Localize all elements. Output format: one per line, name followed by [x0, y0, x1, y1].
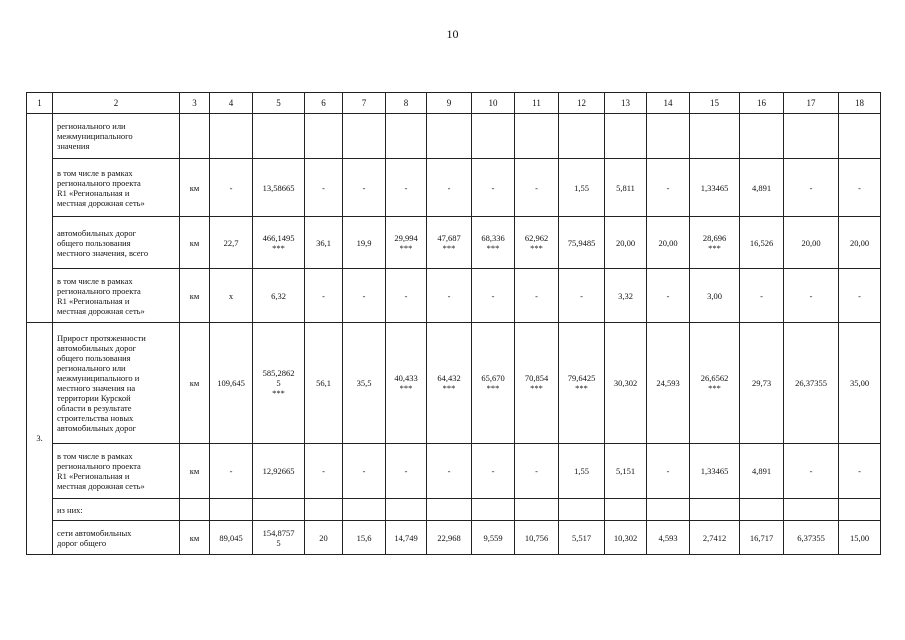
table-row	[27, 444, 881, 499]
value-cell: 20,00	[605, 217, 647, 269]
value-cell	[559, 499, 605, 521]
value-cell: -	[210, 159, 253, 217]
value-cell	[515, 114, 559, 159]
unit-cell: км	[180, 323, 210, 444]
table-row	[27, 323, 881, 444]
header-cell: 12	[559, 93, 605, 114]
value-cell: 28,696 ***	[690, 217, 740, 269]
indicator-name: сети автомобильных дорог общего	[53, 521, 180, 555]
value-cell	[343, 499, 386, 521]
value-cell: 30,302	[605, 323, 647, 444]
value-cell	[647, 499, 690, 521]
header-cell: 6	[305, 93, 343, 114]
value-cell: -	[427, 269, 472, 323]
value-cell	[740, 114, 784, 159]
header-cell: 7	[343, 93, 386, 114]
value-cell: -	[386, 269, 427, 323]
value-cell: 79,6425 ***	[559, 323, 605, 444]
value-cell: -	[343, 159, 386, 217]
header-cell: 1	[27, 93, 53, 114]
value-cell	[472, 114, 515, 159]
value-cell	[515, 499, 559, 521]
value-cell: 4,891	[740, 159, 784, 217]
value-cell	[253, 114, 305, 159]
value-cell	[605, 499, 647, 521]
value-cell: -	[305, 159, 343, 217]
value-cell: 35,5	[343, 323, 386, 444]
value-cell: -	[515, 159, 559, 217]
value-cell: -	[472, 269, 515, 323]
value-cell	[210, 114, 253, 159]
value-cell: 5,811	[605, 159, 647, 217]
value-cell: 16,526	[740, 217, 784, 269]
page-number: 10	[446, 27, 459, 41]
value-cell: 154,8757 5	[253, 521, 305, 555]
value-cell: 29,73	[740, 323, 784, 444]
value-cell: 20	[305, 521, 343, 555]
value-cell: -	[647, 269, 690, 323]
value-cell: 12,92665	[253, 444, 305, 499]
value-cell	[305, 499, 343, 521]
value-cell: -	[472, 444, 515, 499]
value-cell: -	[472, 159, 515, 217]
unit-cell: км	[180, 159, 210, 217]
value-cell: -	[386, 444, 427, 499]
value-cell	[839, 499, 881, 521]
value-cell: -	[386, 159, 427, 217]
value-cell: -	[343, 269, 386, 323]
value-cell	[210, 499, 253, 521]
unit-cell	[180, 114, 210, 159]
value-cell	[647, 114, 690, 159]
value-cell: -	[839, 269, 881, 323]
value-cell: 20,00	[839, 217, 881, 269]
value-cell: 47,687 ***	[427, 217, 472, 269]
indicator-name: автомобильных дорог общего пользования местного значения, всего	[53, 217, 180, 269]
value-cell: -	[305, 269, 343, 323]
value-cell	[784, 114, 839, 159]
value-cell: 15,00	[839, 521, 881, 555]
value-cell: -	[784, 444, 839, 499]
value-cell	[253, 499, 305, 521]
header-cell: 5	[253, 93, 305, 114]
table-row	[27, 499, 881, 521]
value-cell: -	[210, 444, 253, 499]
value-cell: 22,7	[210, 217, 253, 269]
indicator-name: в том числе в рамках регионального проекта R1 «Региональная и местная дорожная сеть»	[53, 159, 180, 217]
value-cell: 20,00	[647, 217, 690, 269]
value-cell: 585,2862 5 ***	[253, 323, 305, 444]
value-cell: -	[343, 444, 386, 499]
header-cell: 15	[690, 93, 740, 114]
value-cell: 26,6562 ***	[690, 323, 740, 444]
value-cell: 68,336 ***	[472, 217, 515, 269]
value-cell	[605, 114, 647, 159]
value-cell: 5,151	[605, 444, 647, 499]
value-cell: 14,749	[386, 521, 427, 555]
value-cell: 19,9	[343, 217, 386, 269]
header-cell: 13	[605, 93, 647, 114]
value-cell: 9,559	[472, 521, 515, 555]
table-row	[27, 217, 881, 269]
header-cell: 18	[839, 93, 881, 114]
value-cell: -	[647, 444, 690, 499]
value-cell: 22,968	[427, 521, 472, 555]
value-cell: 1,33465	[690, 444, 740, 499]
indicator-name: регионального или межмуниципального значения	[53, 114, 180, 159]
value-cell	[690, 114, 740, 159]
value-cell: -	[839, 159, 881, 217]
value-cell: -	[839, 444, 881, 499]
indicator-name: в том числе в рамках регионального проекта R1 «Региональная и местная дорожная сеть»	[53, 269, 180, 323]
value-cell	[305, 114, 343, 159]
value-cell: 10,302	[605, 521, 647, 555]
value-cell	[559, 114, 605, 159]
header-cell: 3	[180, 93, 210, 114]
header-cell: 9	[427, 93, 472, 114]
value-cell	[386, 114, 427, 159]
indicator-name: Прирост протяженности автомобильных дорог общего пользования регионального или межмуниципального и местного значения на территории Курской области в результате строительства новых автомобильных дорог	[53, 323, 180, 444]
value-cell: 1,55	[559, 444, 605, 499]
unit-cell: км	[180, 444, 210, 499]
header-cell: 2	[53, 93, 180, 114]
value-cell: 15,6	[343, 521, 386, 555]
table-row	[27, 521, 881, 555]
header-cell: 4	[210, 93, 253, 114]
header-cell: 10	[472, 93, 515, 114]
value-cell	[386, 499, 427, 521]
unit-cell	[180, 499, 210, 521]
value-cell	[690, 499, 740, 521]
value-cell: 24,593	[647, 323, 690, 444]
value-cell	[740, 499, 784, 521]
indicator-name: в том числе в рамках регионального проекта R1 «Региональная и местная дорожная сеть»	[53, 444, 180, 499]
value-cell: 35,00	[839, 323, 881, 444]
value-cell: -	[784, 269, 839, 323]
value-cell: -	[515, 269, 559, 323]
value-cell: 6,37355	[784, 521, 839, 555]
header-cell: 14	[647, 93, 690, 114]
indicator-name: из них:	[53, 499, 180, 521]
unit-cell: км	[180, 217, 210, 269]
unit-cell: км	[180, 269, 210, 323]
value-cell: 1,33465	[690, 159, 740, 217]
value-cell: 26,37355	[784, 323, 839, 444]
value-cell: 1,55	[559, 159, 605, 217]
value-cell: 70,854 ***	[515, 323, 559, 444]
value-cell: 89,045	[210, 521, 253, 555]
value-cell	[784, 499, 839, 521]
value-cell: -	[427, 444, 472, 499]
table-row	[27, 269, 881, 323]
value-cell: -	[784, 159, 839, 217]
value-cell: 4,891	[740, 444, 784, 499]
header-cell: 16	[740, 93, 784, 114]
row-number-cell	[27, 114, 53, 323]
value-cell: 13,58665	[253, 159, 305, 217]
value-cell: 56,1	[305, 323, 343, 444]
value-cell: 4,593	[647, 521, 690, 555]
value-cell	[427, 499, 472, 521]
value-cell: 64,432 ***	[427, 323, 472, 444]
value-cell: 6,32	[253, 269, 305, 323]
value-cell: 5,517	[559, 521, 605, 555]
value-cell: х	[210, 269, 253, 323]
value-cell: -	[427, 159, 472, 217]
table-row	[27, 159, 881, 217]
value-cell: 466,1495 ***	[253, 217, 305, 269]
value-cell: 75,9485	[559, 217, 605, 269]
value-cell: -	[515, 444, 559, 499]
value-cell	[472, 499, 515, 521]
header-cell: 11	[515, 93, 559, 114]
unit-cell: км	[180, 521, 210, 555]
value-cell	[427, 114, 472, 159]
value-cell: 3,32	[605, 269, 647, 323]
value-cell: 62,962 ***	[515, 217, 559, 269]
row-number-cell: 3.	[27, 323, 53, 555]
value-cell: 29,994 ***	[386, 217, 427, 269]
value-cell: 40,433 ***	[386, 323, 427, 444]
value-cell: 65,670 ***	[472, 323, 515, 444]
value-cell: 2,7412	[690, 521, 740, 555]
data-table	[26, 92, 881, 555]
value-cell: 36,1	[305, 217, 343, 269]
value-cell	[839, 114, 881, 159]
header-cell: 17	[784, 93, 839, 114]
value-cell: 10,756	[515, 521, 559, 555]
value-cell: -	[559, 269, 605, 323]
header-cell: 8	[386, 93, 427, 114]
value-cell: -	[647, 159, 690, 217]
value-cell: 109,645	[210, 323, 253, 444]
header-row	[27, 93, 881, 114]
value-cell: 16,717	[740, 521, 784, 555]
value-cell: -	[305, 444, 343, 499]
value-cell: 3,00	[690, 269, 740, 323]
value-cell: 20,00	[784, 217, 839, 269]
table-row	[27, 114, 881, 159]
value-cell	[343, 114, 386, 159]
value-cell: -	[740, 269, 784, 323]
